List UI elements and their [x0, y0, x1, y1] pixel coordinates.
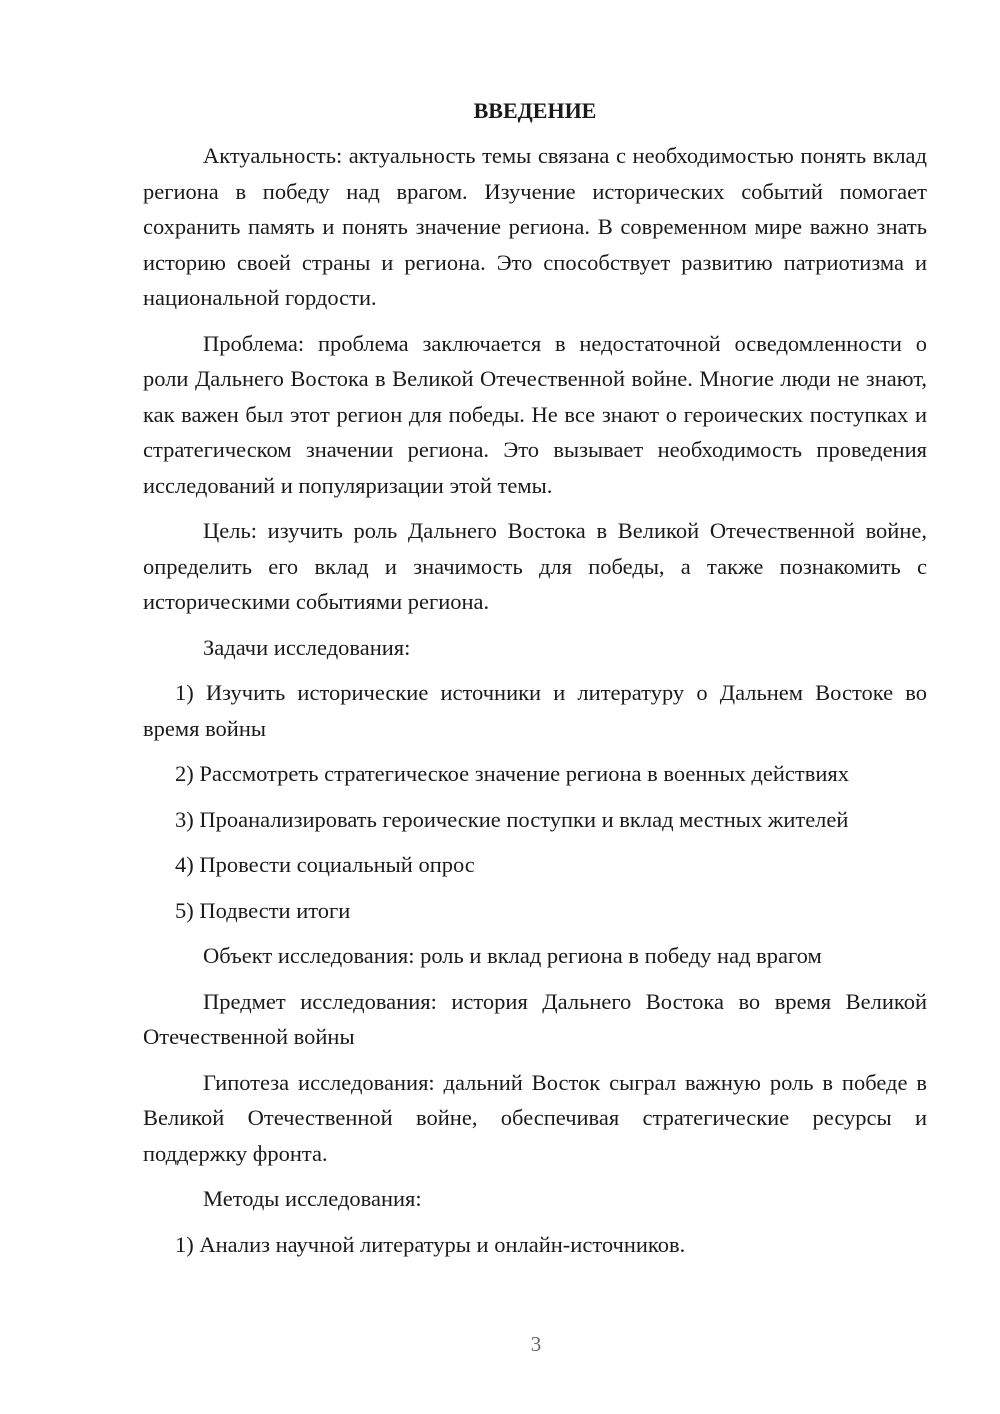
task-item: 5) Подвести итоги [175, 897, 351, 923]
subject-paragraph: Предмет исследования: история Дальнего Востока во время Великой Отечественной войны [143, 988, 927, 1049]
goal-paragraph: Цель: изучить роль Дальнего Востока в Великой Отечественной войне, определить его вклад и значимость для победы, а также познакомить с историческими событиями региона. [143, 518, 927, 614]
method-item: 1) Анализ научной литературы и онлайн-источников. [175, 1231, 686, 1257]
tasks-heading: Задачи исследования: [203, 634, 411, 660]
task-item: 1) Изучить исторические источники и литературу о Дальнем Востоке во время войны [143, 680, 927, 741]
task-item: 4) Провести социальный опрос [175, 852, 475, 877]
page-content [143, 96, 927, 1272]
methods-heading: Методы исследования: [203, 1186, 422, 1211]
page-title: ВВЕДЕНИЕ [473, 98, 597, 123]
problem-paragraph: Проблема: проблема заключается в недостаточной осведомленности о роли Дальнего Востока в Великой Отечественной войне. Многие люди не знают, как важен был этот регион для победы. Не все знают о героических поступках и стратегическом значении региона. Это вызывает необходимость проведения исследований и популяризации этой темы. [143, 330, 927, 498]
task-item: 3) Проанализировать героические поступки и вклад местных жителей [175, 806, 849, 832]
task-item: 2) Рассмотреть стратегическое значение региона в военных действиях [175, 761, 849, 786]
relevance-paragraph: Актуальность: актуальность темы связана с необходимостью понять вклад региона в победу над врагом. Изучение исторических событий помогает сохранить память и понять значение региона. В современном мире важно знать историю своей страны и региона. Это способствует развитию патриотизма и национальной гордости. [143, 143, 927, 310]
object-paragraph: Объект исследования: роль и вклад региона в победу над врагом [203, 943, 822, 968]
page-number: 3 [530, 1332, 542, 1356]
hypothesis-paragraph: Гипотеза исследования: дальний Восток сыграл важную роль в победе в Великой Отечественной войне, обеспечивая стратегические ресурсы и поддержку фронта. [143, 1069, 927, 1166]
